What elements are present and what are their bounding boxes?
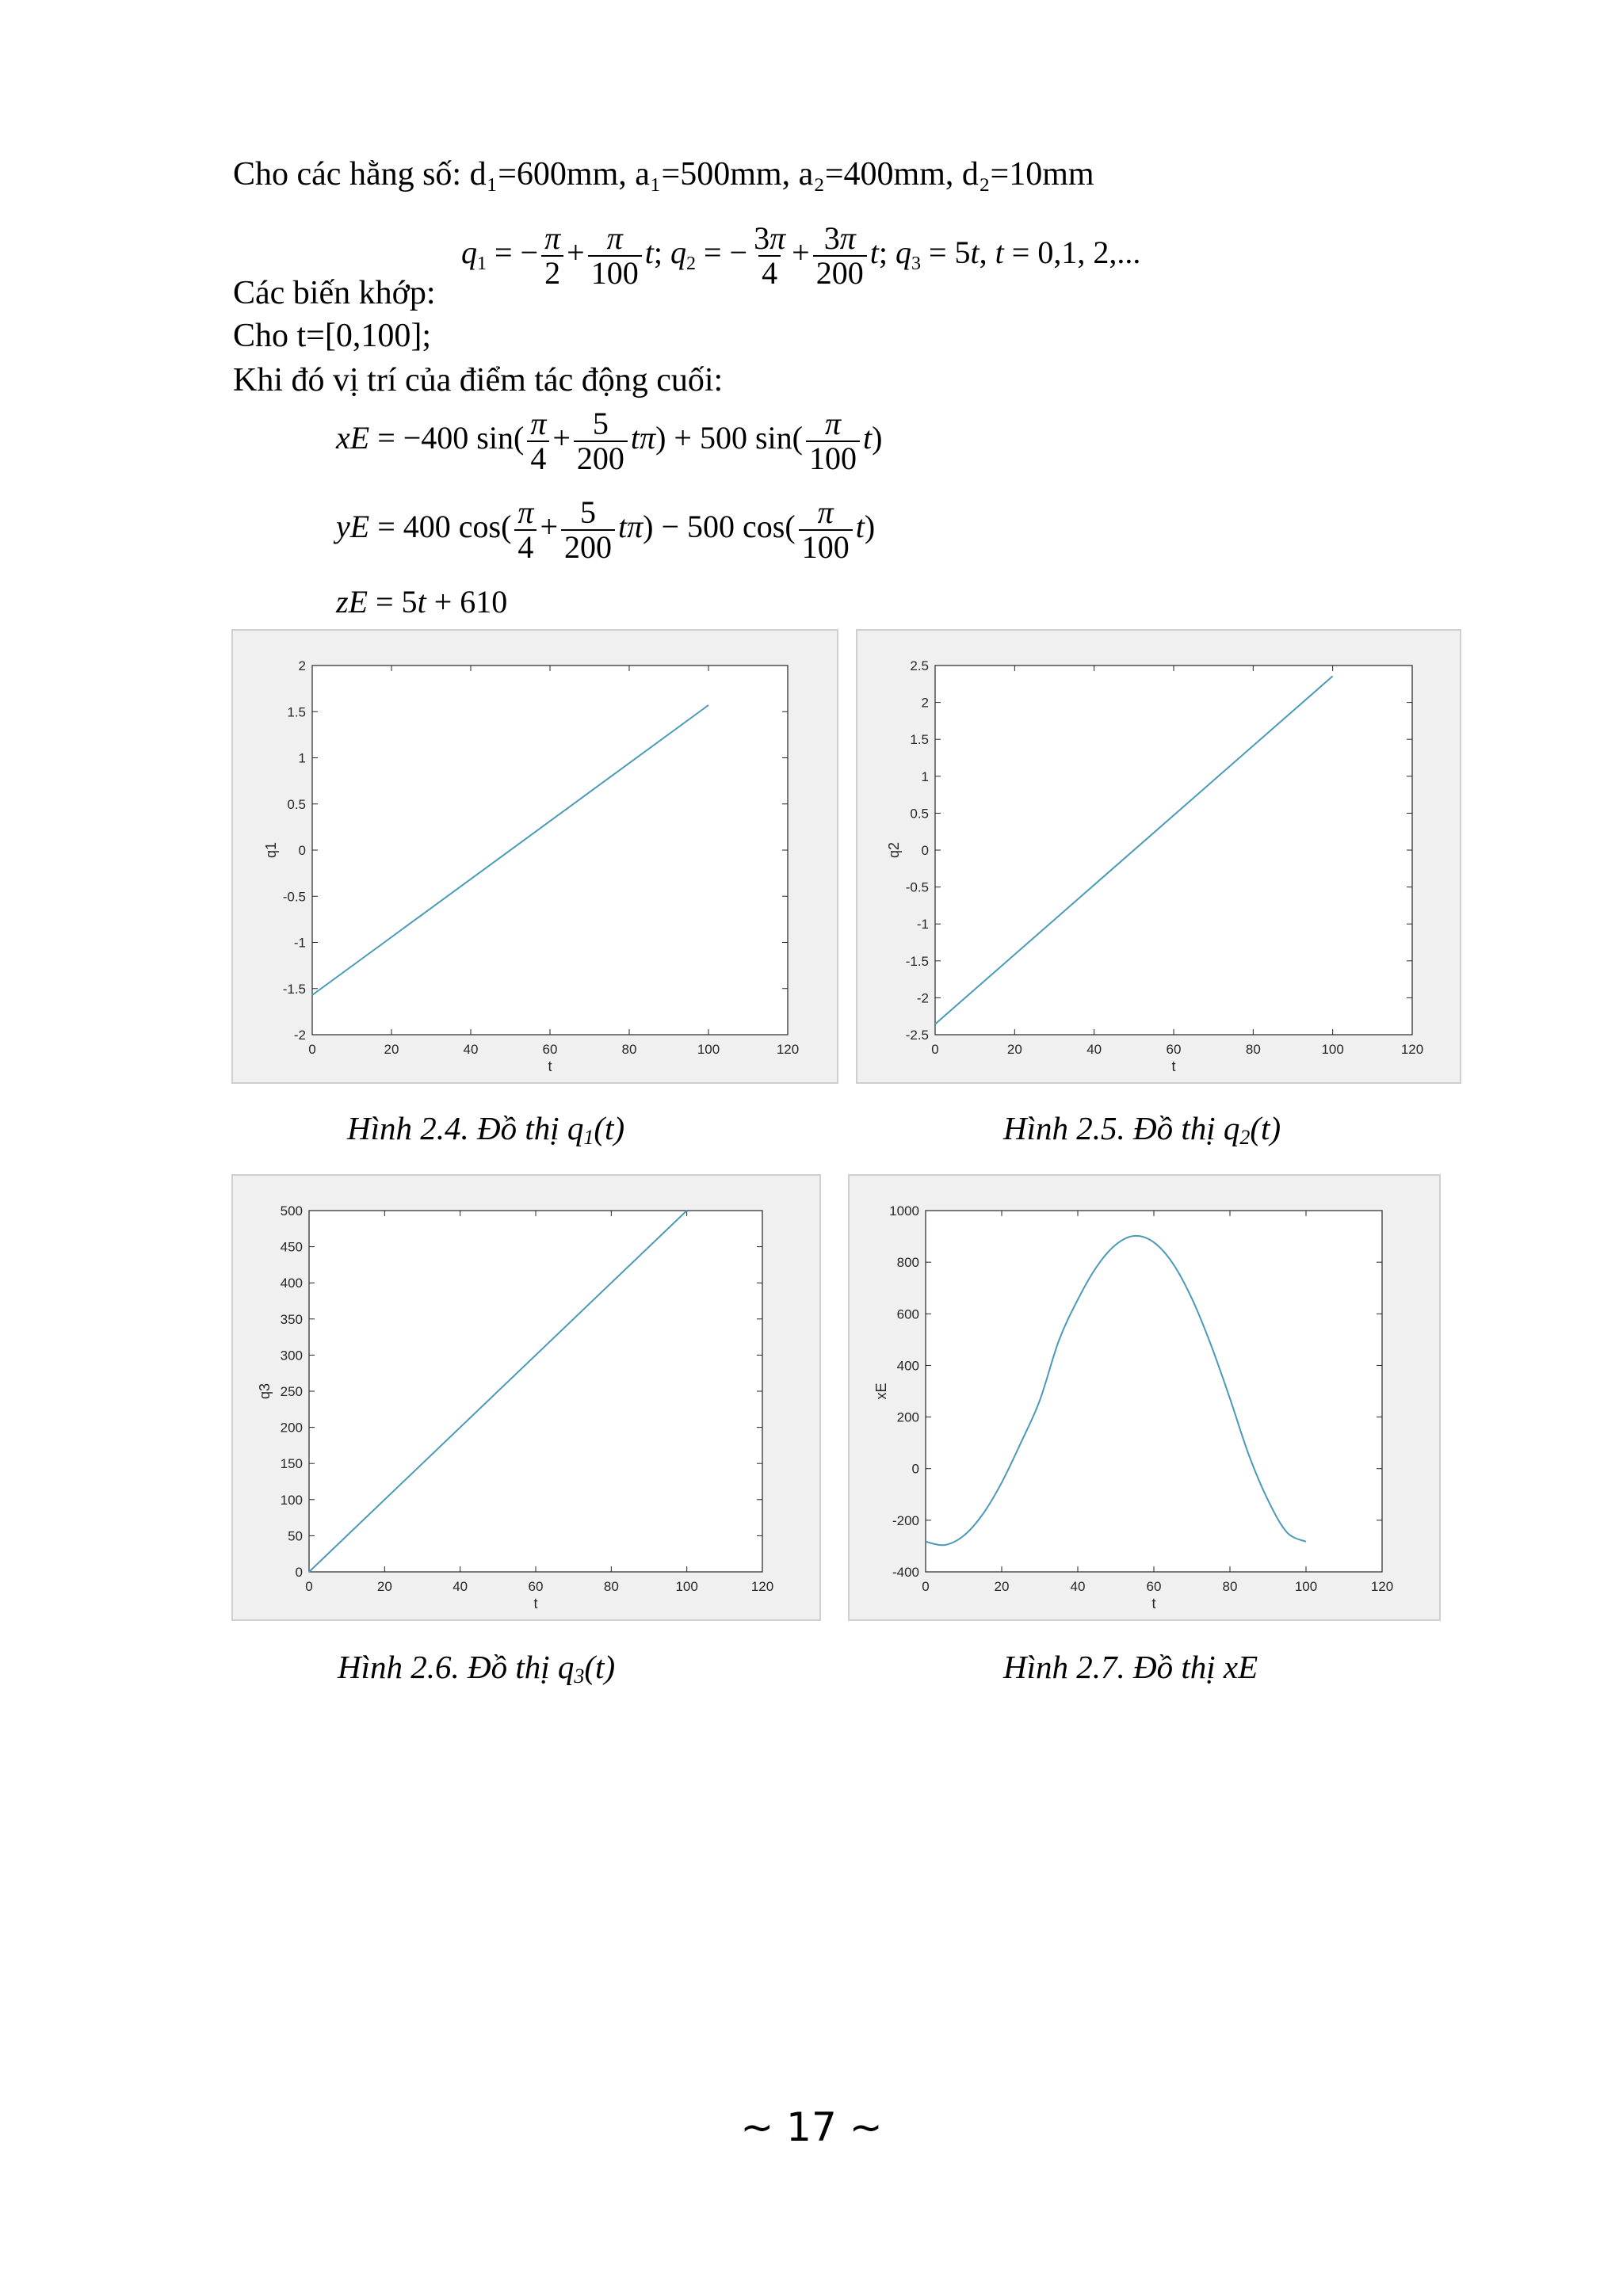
y-tick-label: 2: [921, 695, 929, 711]
y-tick-label: 450: [280, 1239, 303, 1255]
x-axis-label: t: [1151, 1596, 1156, 1611]
y-tick-label: 0.5: [287, 796, 306, 812]
yE-equation: yE = 400 cos( $\frac{\pi}{4}$ + $\frac{5}{200}$ tπ) − 500 cos( $\frac{\pi}{100}$ t): [336, 494, 876, 565]
caption-figure-2-7: Hình 2.7. Đồ thị xE: [1003, 1649, 1258, 1685]
y-tick-label: -2: [293, 1028, 306, 1043]
x-tick-label: 80: [1222, 1579, 1238, 1594]
x-tick-label: 60: [1166, 1042, 1182, 1057]
x-tick-label: 60: [1146, 1579, 1162, 1594]
y-tick-label: -1: [916, 917, 929, 933]
x-tick-label: 100: [675, 1579, 698, 1594]
y-axis-label: q2: [886, 841, 902, 859]
plot-area: [309, 1211, 762, 1572]
y-tick-label: 0: [911, 1461, 919, 1477]
x-tick-label: 0: [308, 1042, 316, 1057]
x-tick-label: 120: [776, 1042, 800, 1057]
y-tick-label: 200: [280, 1420, 303, 1436]
y-tick-label: 0: [298, 843, 306, 858]
y-tick-label: 1: [921, 769, 929, 784]
y-tick-label: 600: [896, 1306, 919, 1322]
y-tick-label: 200: [896, 1409, 919, 1425]
x-tick-label: 80: [621, 1042, 637, 1057]
x-tick-label: 60: [528, 1579, 544, 1594]
figure-q3-plot: [231, 1174, 821, 1621]
y-tick-label: 1: [298, 750, 306, 766]
constants-paragraph: Cho các hằng số: d₁=600mm, a₁=500mm, a₂=400mm, d₂=10mm: [233, 156, 1094, 193]
figure-q1-plot: [231, 629, 838, 1084]
y-axis-label: q3: [257, 1383, 273, 1400]
y-tick-label: -400: [892, 1565, 919, 1580]
y-tick-label: -200: [892, 1512, 919, 1528]
y-tick-label: 150: [280, 1456, 303, 1472]
x-tick-label: 0: [931, 1042, 939, 1057]
y-tick-label: -1.5: [282, 981, 306, 997]
y-tick-label: 50: [288, 1528, 303, 1544]
x-tick-label: 40: [1086, 1042, 1102, 1057]
y-tick-label: 1.5: [910, 732, 929, 748]
x-tick-label: 0: [922, 1579, 930, 1594]
plot-area: [312, 666, 788, 1035]
plot-area: [926, 1211, 1382, 1572]
q3-chart: [233, 1176, 823, 1623]
y-tick-label: 300: [280, 1348, 303, 1363]
x-axis-label: t: [1171, 1058, 1176, 1074]
y-tick-label: 1000: [889, 1203, 919, 1219]
y-tick-label: 800: [896, 1255, 919, 1271]
x-tick-label: 40: [453, 1579, 468, 1594]
x-tick-label: 120: [1370, 1579, 1394, 1594]
y-tick-label: 2.5: [910, 658, 929, 673]
x-tick-label: 0: [305, 1579, 313, 1594]
x-tick-label: 40: [1070, 1579, 1086, 1594]
y-tick-label: 400: [896, 1358, 919, 1374]
y-axis-label: xE: [873, 1383, 889, 1400]
position-intro: Khi đó vị trí của điểm tác động cuối:: [233, 362, 724, 399]
zE-equation: zE = 5t + 610: [336, 584, 508, 620]
t-range-line: Cho t=[0,100];: [233, 318, 432, 354]
y-tick-label: -0.5: [905, 879, 929, 895]
y-tick-label: 500: [280, 1203, 303, 1219]
q1-chart: [233, 631, 840, 1085]
caption-figure-2-6: Hình 2.6. Đồ thị q3(t): [338, 1649, 616, 1688]
x-tick-label: 20: [384, 1042, 399, 1057]
y-tick-label: 400: [280, 1276, 303, 1291]
x-tick-label: 100: [1294, 1579, 1318, 1594]
x-tick-label: 100: [697, 1042, 720, 1057]
x-axis-label: t: [548, 1058, 552, 1074]
x-axis-label: t: [533, 1596, 538, 1611]
figure-xE-plot: [848, 1174, 1441, 1621]
xE-equation: xE = −400 sin( $\frac{\pi}{4}$ + $\frac{5}{200}$ tπ) + 500 sin( $\frac{\pi}{100}$ t): [336, 406, 883, 476]
x-tick-label: 20: [994, 1579, 1010, 1594]
x-tick-label: 20: [376, 1579, 392, 1594]
y-tick-label: 2: [298, 658, 306, 673]
q2-chart: [857, 631, 1463, 1085]
y-tick-label: -2.5: [905, 1028, 929, 1043]
x-tick-label: 20: [1006, 1042, 1022, 1057]
y-tick-label: -0.5: [282, 889, 306, 905]
page-number: ~ 17 ~: [740, 2104, 883, 2150]
y-tick-label: 100: [280, 1492, 303, 1508]
joint-variables-equation: $q_1$ = − $\frac{\pi}{2}$ + $\frac{\pi}{100}$ t; $q_2$ = − $\frac{3\pi}{4}$ + $\frac{3\pi}{200}$ t; $q_3 = 5t$, t = 0,1, 2,...: [461, 220, 1141, 291]
xE-chart: [850, 1176, 1442, 1623]
y-tick-label: 0: [921, 843, 929, 858]
y-tick-label: -1: [293, 935, 306, 951]
y-axis-label: q1: [263, 841, 279, 859]
y-tick-label: -1.5: [905, 953, 929, 969]
y-tick-label: 0: [295, 1565, 303, 1580]
caption-figure-2-5: Hình 2.5. Đồ thị q2(t): [1003, 1110, 1281, 1149]
x-tick-label: 40: [463, 1042, 479, 1057]
y-tick-label: 1.5: [287, 704, 306, 720]
y-tick-label: 0.5: [910, 806, 929, 822]
y-tick-label: 250: [280, 1384, 303, 1399]
x-tick-label: 120: [750, 1579, 774, 1594]
x-tick-label: 60: [542, 1042, 558, 1057]
joint-variables-label: Các biến khớp:: [233, 275, 436, 311]
y-tick-label: 350: [280, 1311, 303, 1327]
x-tick-label: 120: [1400, 1042, 1424, 1057]
x-tick-label: 100: [1321, 1042, 1344, 1057]
plot-area: [935, 666, 1412, 1035]
y-tick-label: -2: [916, 990, 929, 1006]
x-tick-label: 80: [603, 1579, 619, 1594]
caption-figure-2-4: Hình 2.4. Đồ thị q1(t): [347, 1110, 625, 1149]
x-tick-label: 80: [1245, 1042, 1261, 1057]
figure-q2-plot: [856, 629, 1461, 1084]
